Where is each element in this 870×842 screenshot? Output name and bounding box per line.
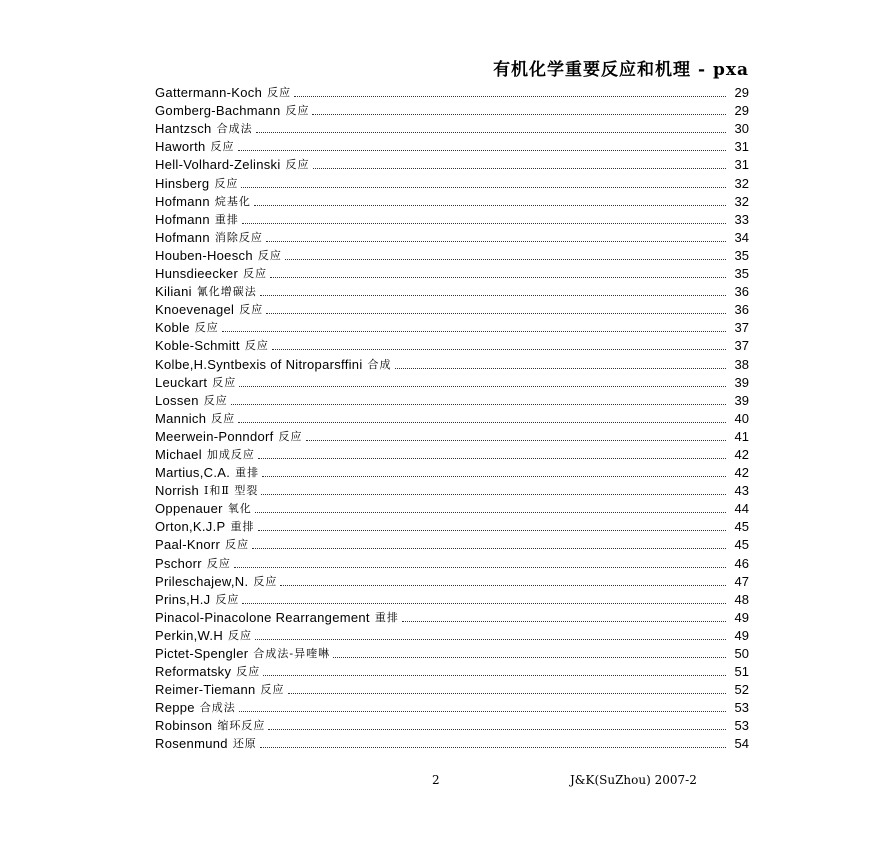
toc-entry-page: 39 — [734, 374, 749, 390]
toc-entry-page: 33 — [734, 211, 749, 227]
toc-entry-name: Rosenmund — [155, 736, 228, 752]
toc-dot-leader — [241, 186, 726, 188]
toc-entry[interactable] — [155, 408, 749, 426]
toc-entry[interactable] — [155, 426, 749, 444]
toc-entry[interactable] — [155, 154, 749, 172]
toc-entry-type: 反应 — [215, 592, 240, 606]
toc-entry-page: 41 — [734, 428, 749, 444]
toc-entry-name: Martius,C.A. — [155, 465, 231, 481]
toc-entry-page: 32 — [734, 175, 749, 191]
toc-dot-leader — [255, 638, 726, 640]
toc-entry-name: Koble — [155, 320, 190, 336]
toc-entry-type: 反应 — [239, 303, 264, 317]
toc-entry[interactable] — [155, 444, 749, 462]
toc-entry-name: Koble-Schmitt — [155, 338, 240, 354]
toc-dot-leader — [254, 204, 726, 206]
toc-entry-name: Kolbe,H.Syntbexis of Nitroparsffini — [155, 356, 363, 372]
toc-entry-type: 重排 — [235, 466, 260, 480]
toc-dot-leader — [266, 312, 726, 314]
toc-entry-type: 反应 — [236, 665, 261, 679]
toc-entry-page: 31 — [734, 139, 749, 155]
toc-dot-leader — [268, 728, 726, 730]
toc-entry-page: 34 — [734, 229, 749, 245]
toc-entry-name: Haworth — [155, 139, 206, 155]
toc-dot-leader — [256, 131, 726, 133]
toc-entry-name: Kiliani — [155, 284, 192, 300]
toc-entry-name: Hofmann — [155, 193, 210, 209]
toc-entry-name: Mannich — [155, 410, 207, 426]
toc-dot-leader — [239, 710, 726, 712]
toc-entry[interactable] — [155, 607, 749, 625]
toc-entry-name: Reppe — [155, 700, 195, 716]
toc-entry[interactable] — [155, 317, 749, 335]
toc-entry-page: 43 — [734, 483, 749, 499]
toc-entry-name: Lossen — [155, 392, 199, 408]
toc-entry-name: Pinacol-Pinacolone Rearrangement — [155, 609, 370, 625]
toc-entry-page: 54 — [734, 736, 749, 752]
toc-dot-leader — [261, 493, 726, 495]
toc-entry[interactable] — [155, 82, 749, 100]
toc-entry[interactable] — [155, 263, 749, 281]
toc-entry-type: 反应 — [253, 574, 278, 588]
toc-entry-type: 氧化 — [227, 502, 252, 516]
toc-entry-type: 合成法 — [199, 701, 236, 715]
toc-entry[interactable] — [155, 516, 749, 534]
page-header-title: 有机化学重要反应和机理 - pxa — [493, 60, 749, 80]
toc-entry-name: Hantzsch — [155, 121, 212, 137]
toc-entry[interactable] — [155, 571, 749, 589]
toc-entry-name: Oppenauer — [155, 501, 223, 517]
toc-entry-type: 烷基化 — [214, 194, 251, 208]
toc-entry-type: 反应 — [260, 683, 285, 697]
toc-entry-page: 50 — [734, 646, 749, 661]
toc-entry-name: Gomberg-Bachmann — [155, 103, 281, 119]
toc-entry-type: 反应 — [211, 411, 236, 425]
toc-entry-page: 44 — [734, 501, 749, 517]
toc-entry-type: 反应 — [194, 321, 219, 335]
toc-entry-page: 42 — [734, 465, 749, 481]
toc-entry-page: 36 — [734, 302, 749, 318]
toc-entry[interactable] — [155, 372, 749, 390]
toc-entry-name: Hunsdieecker — [155, 266, 239, 282]
toc-entry-page: 35 — [734, 266, 749, 282]
toc-entry-type: 消除反应 — [214, 230, 263, 244]
toc-entry-name: Paal-Knorr — [155, 537, 221, 553]
toc-entry-name: Gattermann-Koch — [155, 85, 263, 101]
toc-entry-name: Leuckart — [155, 374, 208, 390]
toc-dot-leader — [222, 330, 726, 332]
toc-entry-page: 51 — [734, 664, 749, 680]
toc-dot-leader — [402, 620, 726, 622]
toc-dot-leader — [262, 475, 726, 477]
toc-entry[interactable] — [155, 227, 749, 245]
toc-entry-type: Ⅰ和Ⅱ 型裂 — [204, 484, 259, 498]
toc-entry[interactable] — [155, 697, 749, 715]
toc-entry[interactable] — [155, 589, 749, 607]
toc-entry[interactable] — [155, 245, 749, 263]
toc-entry-name: Pschorr — [155, 555, 202, 571]
toc-entry-type: 还原 — [232, 737, 257, 751]
toc-entry-name: Hinsberg — [155, 175, 210, 191]
toc-dot-leader — [272, 348, 726, 350]
toc-dot-leader — [234, 566, 726, 568]
toc-entry-page: 49 — [734, 627, 749, 643]
toc-dot-leader — [294, 95, 726, 97]
toc-entry-page: 30 — [734, 121, 749, 137]
toc-entry-name: Pictet-Spengler — [155, 646, 249, 661]
toc-entry-page: 48 — [734, 591, 749, 607]
toc-entry-type: 反应 — [285, 104, 310, 118]
toc-entry-type: 反应 — [257, 248, 282, 262]
toc-entry-page: 39 — [734, 392, 749, 408]
toc-entry-type: 反应 — [267, 86, 292, 100]
toc-dot-leader — [239, 385, 726, 387]
toc-entry-type: 重排 — [214, 212, 239, 226]
toc-entry-type: 加成反应 — [206, 447, 255, 461]
toc-entry[interactable] — [155, 209, 749, 227]
toc-dot-leader — [238, 421, 726, 423]
toc-entry-name: Knoevenagel — [155, 302, 235, 318]
toc-dot-leader — [260, 746, 726, 748]
toc-dot-leader — [255, 511, 726, 513]
toc-entry-type: 反应 — [214, 176, 239, 190]
toc-entry-type: 缩环反应 — [217, 719, 266, 733]
toc-entry[interactable] — [155, 534, 749, 552]
toc-entry-page: 37 — [734, 338, 749, 354]
toc-entry-type: 反应 — [203, 393, 228, 407]
toc-dot-leader — [242, 222, 726, 224]
toc-entry-page: 46 — [734, 555, 749, 571]
toc-entry-type: 反应 — [243, 267, 268, 281]
toc-entry-name: Reimer-Tiemann — [155, 682, 256, 698]
toc-entry-page: 32 — [734, 193, 749, 209]
toc-entry-name: Orton,K.J.P — [155, 519, 226, 535]
toc-entry-name: Prins,H.J — [155, 591, 211, 607]
toc-entry-page: 53 — [734, 700, 749, 716]
toc-entry-name: Prileschajew,N. — [155, 573, 249, 589]
toc-entry-page: 31 — [734, 157, 749, 173]
toc-entry[interactable] — [155, 353, 749, 371]
toc-entry-page: 45 — [734, 537, 749, 553]
toc-dot-leader — [242, 602, 726, 604]
toc-dot-leader — [312, 113, 726, 115]
toc-dot-leader — [285, 258, 726, 260]
toc-entry-name: Hofmann — [155, 211, 210, 227]
toc-entry-page: 37 — [734, 320, 749, 336]
toc-entry-name: Michael — [155, 446, 202, 462]
table-of-contents — [155, 82, 749, 751]
toc-entry[interactable] — [155, 281, 749, 299]
toc-entry[interactable] — [155, 552, 749, 570]
toc-entry[interactable] — [155, 100, 749, 118]
toc-entry-type: 反应 — [206, 556, 231, 570]
toc-entry[interactable] — [155, 661, 749, 679]
toc-entry-page: 49 — [734, 609, 749, 625]
toc-entry-page: 36 — [734, 284, 749, 300]
toc-dot-leader — [238, 149, 726, 151]
toc-dot-leader — [260, 294, 726, 296]
toc-entry-name: Hell-Volhard-Zelinski — [155, 157, 281, 173]
toc-dot-leader — [263, 674, 726, 676]
toc-entry-page: 29 — [734, 103, 749, 119]
toc-dot-leader — [258, 529, 727, 531]
toc-entry-name: Norrish — [155, 483, 199, 499]
toc-entry-page: 29 — [734, 85, 749, 101]
toc-dot-leader — [333, 656, 726, 658]
toc-entry-type: 反应 — [225, 538, 250, 552]
toc-dot-leader — [280, 584, 726, 586]
toc-entry[interactable] — [155, 390, 749, 408]
toc-entry-name: Perkin,W.H — [155, 627, 224, 643]
toc-dot-leader — [306, 439, 726, 441]
toc-entry-type: 反应 — [212, 375, 237, 389]
toc-entry-name: Meerwein-Ponndorf — [155, 428, 274, 444]
toc-entry-type: 合成法-异喹啉 — [253, 647, 331, 660]
toc-entry-type: 反应 — [278, 429, 303, 443]
toc-entry-type: 合成法 — [216, 122, 253, 136]
footer-source: J&K(SuZhou) 2007-2 — [570, 773, 697, 787]
toc-entry[interactable] — [155, 118, 749, 136]
toc-entry[interactable] — [155, 299, 749, 317]
footer-page-number: 2 — [432, 773, 440, 787]
toc-entry-page: 53 — [734, 718, 749, 734]
toc-entry-page: 52 — [734, 682, 749, 698]
toc-entry-type: 反应 — [244, 339, 269, 353]
toc-entry-type: 反应 — [285, 158, 310, 172]
toc-entry-page: 40 — [734, 410, 749, 426]
toc-dot-leader — [313, 167, 726, 169]
toc-entry-type: 重排 — [230, 520, 255, 534]
toc-entry-name: Robinson — [155, 718, 213, 734]
toc-entry-name: Reformatsky — [155, 664, 232, 680]
toc-entry-name: Hofmann — [155, 229, 210, 245]
toc-entry[interactable] — [155, 335, 749, 353]
toc-dot-leader — [252, 547, 726, 549]
toc-entry[interactable] — [155, 679, 749, 697]
toc-dot-leader — [258, 457, 726, 459]
toc-entry[interactable] — [155, 480, 749, 498]
toc-entry[interactable] — [155, 643, 749, 661]
toc-entry[interactable] — [155, 715, 749, 733]
toc-dot-leader — [231, 403, 726, 405]
toc-entry[interactable] — [155, 625, 749, 643]
toc-entry-page: 42 — [734, 446, 749, 462]
toc-entry-page: 45 — [734, 519, 749, 535]
toc-entry-type: 重排 — [374, 610, 399, 624]
toc-entry-type: 氰化增碳法 — [196, 285, 257, 299]
toc-dot-leader — [288, 692, 726, 694]
toc-entry-type: 反应 — [228, 628, 253, 642]
toc-entry[interactable] — [155, 733, 749, 751]
toc-dot-leader — [395, 367, 726, 369]
toc-entry-type: 反应 — [210, 140, 235, 154]
toc-entry[interactable] — [155, 136, 749, 154]
toc-entry-page: 38 — [734, 356, 749, 372]
toc-dot-leader — [270, 276, 726, 278]
toc-entry-type: 合成 — [367, 357, 392, 371]
toc-entry-name: Houben-Hoesch — [155, 247, 253, 263]
toc-dot-leader — [266, 240, 726, 242]
toc-entry[interactable] — [155, 172, 749, 190]
toc-entry-page: 47 — [734, 573, 749, 589]
toc-entry[interactable] — [155, 191, 749, 209]
toc-entry-page: 35 — [734, 247, 749, 263]
toc-entry[interactable] — [155, 498, 749, 516]
toc-entry[interactable] — [155, 462, 749, 480]
